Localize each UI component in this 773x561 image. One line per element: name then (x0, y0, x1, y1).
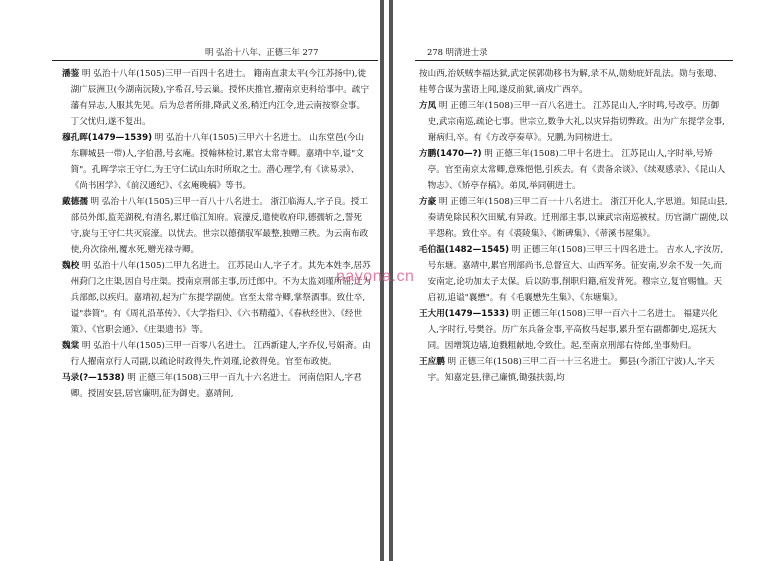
entry (62, 194, 372, 258)
entry-name: 穆孔晖(1479—1539) (62, 133, 153, 143)
entry (419, 306, 729, 354)
right-header-rule (415, 60, 733, 61)
right-page-header: 278 明清进士录 (427, 47, 488, 57)
entry (419, 146, 729, 194)
entry-text: 明 弘治十八年(1505)三甲一百四十名进士。 籍南直隶太平(今江苏扬中),徙湖广辰洲卫(今湖南沅陵),字希召,号云巢。授怀庆推官,擢南京吏科给事中。疏宁藩有异志,人服其先见。后为总者所排,降武义丞,稍迁内江令,进云南按察佥事。丁父忧归,遂不复出。 (70, 69, 370, 127)
entry (62, 338, 372, 370)
left-header-rule (52, 60, 378, 61)
entry (419, 242, 729, 306)
right-page-body (419, 66, 729, 386)
entry-name: 潘鉴 (62, 69, 80, 79)
watermark: nayona.cn (336, 268, 415, 285)
entry-text: 明 正德三年(1508)二甲十名进士。 江苏昆山人,字时举,号矫亭。官至南京太常卿,意殊悒悒,引疾去。有《责备余谈》、《续观感录》、《昆山人物志》、《矫亭存稿》。弟凤,举同朝进士。 (427, 149, 726, 191)
left-page-header: 明 弘治十八年、正德三年 277 (205, 47, 319, 57)
entry-text: 明 弘治十八年(1505)三甲一百八十八名进士。 浙江临海人,字子良。授工部员外郎,监芜湖税,有清名,累迁临江知府。宸濠反,遣使收府印,德孺斩之,誓死守,旋与王守仁共灭宸濠。以忧去。世宗以德孺驭军最整,独赠三秩。为云南布政使,舟次徐州,覆水死,赠光禄寺卿。 (70, 197, 369, 255)
entry-text: 明 正德三年(1508)三甲一百九十六名进士。 河南信阳人,字君卿。授固安县,居官廉明,征为御史。嘉靖间, (70, 373, 362, 399)
entry-text: 明 弘治十八年(1505)二甲九名进士。 江苏昆山人,字子才。其先本姓李,居苏州葑门之庄渠,因自号庄渠。授南京刑部主事,历迁郎中。不为太监刘瑾所屈,迁为兵部郎,以疾归。嘉靖初,起为广东提学副使。官至太常寺卿,掌祭酒事。致仕卒,谥"恭简"。有《周礼沿革传》、《大学指归》、《六书精蕴》、《春秋经世》、《经世策》、《官职会通》、《庄渠遗书》等。 (70, 261, 371, 335)
entry-name: 马录(?—1538) (62, 373, 125, 383)
entry-name: 戴德孺 (62, 197, 88, 207)
entry-text: 明 弘治十八年(1505)三甲六十名进士。 山东堂邑(今山东聊城县一带)人,字伯潜,号玄庵。授翰林检讨,累官太常寺卿。嘉靖中卒,谥"文简"。孔晖学宗王守仁,为王守仁试山东时所取之士。潜心理学,有《读易录》、《尚书困学》、《前汉通纪》、《玄庵晚稿》等书。 (70, 133, 365, 191)
entry-text: 明 正德三年(1508)三甲一百六十二名进士。 福建兴化人,字时行,号樊谷。历广东兵备佥事,平高攸马起事,累升至右副都御史,巡抚大同。因增筑边墙,迫戮粗献地,令致仕。起,至南京刑部右侍郎,坐事劾归。 (427, 309, 718, 351)
entry-text: 明 正德三年(1508)三甲二百一十三名进士。 鄞县(今浙江宁波)人,字天宇。知嘉定县,律己廉慎,锄强扶弱,均 (427, 357, 715, 383)
entry-name: 王大用(1479—1533) (419, 309, 510, 319)
entry-text: 按山西,治妖贼李福达狱,武定侯郭勋移书为解,录不从,勋劾庇奸乱法。勋与张璁、桂萼合谋为蜚语上闻,遂反前狱,谪戍广西卒。 (419, 69, 723, 95)
entry-name: 王应鹏 (419, 357, 445, 367)
entry (419, 354, 729, 386)
entry-name: 方鹏(1470—?) (419, 149, 482, 159)
entry (419, 194, 729, 242)
entry (62, 66, 372, 130)
entry-text: 明 正德三年(1508)三甲二百一十八名进士。 浙江开化人,字思道。知昆山县,奏请免除民积欠田赋,有异政。迁刑部主事,以谏武宗南巡被杖。历官湖广副使,以平怨称。致仕卒。有《裘陵集》、《断碑集》、《蒂溪书屋集》。 (427, 197, 728, 239)
entry-name: 毛伯温(1482—1545) (419, 245, 510, 255)
entry-text: 明 正德三年(1508)三甲一百八名进士。 江苏昆山人,字时鸣,号改亭。历御史,武宗南巡,疏论七事。世宗立,数争大礼,以灾异指切弊政。出为广东提学佥事,谢病归,卒。有《方改亭奏草》。兄鹏,为同榜进士。 (427, 101, 725, 143)
entry-text: 明 正德三年(1508)三甲三十四名进士。 吉水人,字汝厉,号东塘。嘉靖中,累官刑部尚书,总督宣大、山西军务。征安南,岁余不发一矢,而安南定,论功加太子太保。后以防事,削职归籍,疽发背死。穆宗立,复官赐恤。天启初,追谥"襄懋"。有《毛襄懋先生集》、《东塘集》。 (427, 245, 724, 303)
left-page-body (62, 66, 372, 402)
entry-text: 明 弘治十八年(1505)三甲一百零八名进士。 江西新建人,字乔仪,号娟斋。由行人擢南京行人司副,以疏论时政得失,忤刘瑾,论救得免。官至布政使。 (70, 341, 371, 367)
entry (62, 130, 372, 194)
entry-continuation (419, 66, 729, 98)
entry-name: 方凤 (419, 101, 437, 111)
entry-name: 魏校 (62, 261, 80, 271)
entry-name: 方豪 (419, 197, 437, 207)
right-page (395, 0, 773, 561)
entry (419, 98, 729, 146)
entry (62, 258, 372, 338)
entry (62, 370, 372, 402)
entry-name: 魏棠 (62, 341, 80, 351)
left-page (0, 0, 378, 561)
